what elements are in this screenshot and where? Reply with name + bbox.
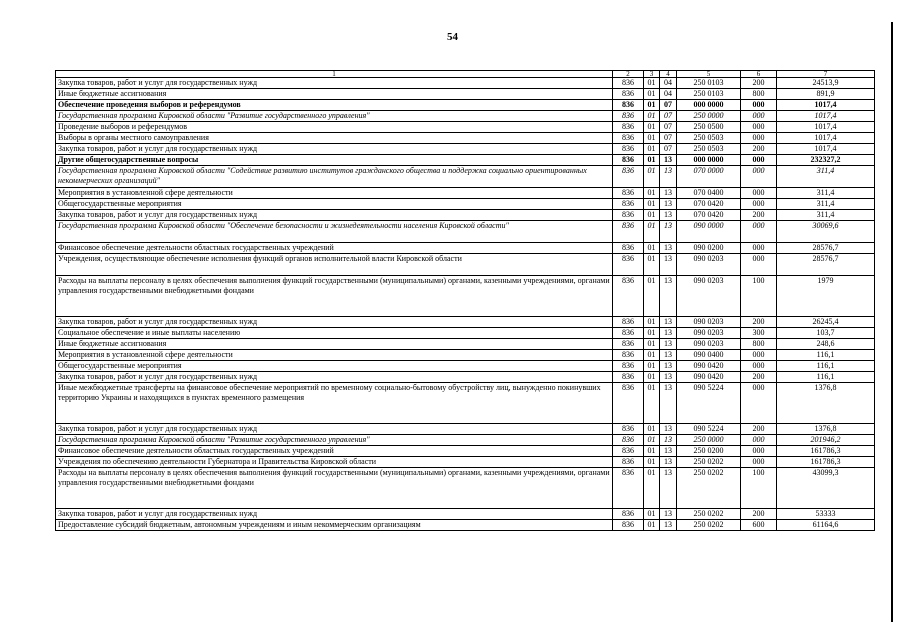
row-code-expense-type: 000 [741,243,777,254]
row-code-expense-type: 200 [741,210,777,221]
row-code-expense-type: 000 [741,100,777,111]
row-amount: 53333 [777,509,875,520]
row-amount: 311,4 [777,210,875,221]
row-code-target: 070 0420 [677,199,741,210]
row-code-ministry: 836 [613,435,644,446]
row-code-section: 01 [644,111,660,122]
row-code-ministry: 836 [613,243,644,254]
row-code-expense-type: 000 [741,383,777,424]
row-amount: 28576,7 [777,254,875,276]
row-description: Иные бюджетные ассигнования [56,339,613,350]
table-row [56,166,875,188]
row-code-expense-type: 200 [741,509,777,520]
row-code-expense-type: 000 [741,199,777,210]
row-code-ministry: 836 [613,254,644,276]
row-description: Выборы в органы местного самоуправления [56,133,613,144]
row-amount: 116,1 [777,372,875,383]
row-code-expense-type: 000 [741,350,777,361]
row-code-ministry: 836 [613,89,644,100]
row-code-subsection: 07 [660,122,677,133]
row-description: Общегосударственные мероприятия [56,199,613,210]
row-code-section: 01 [644,361,660,372]
row-code-target: 250 0503 [677,133,741,144]
row-code-ministry: 836 [613,276,644,317]
row-code-ministry: 836 [613,78,644,89]
header-cell: 3 [644,71,660,78]
row-description: Финансовое обеспечение деятельности областных государственных учреждений [56,446,613,457]
row-code-subsection: 13 [660,372,677,383]
row-description: Закупка товаров, работ и услуг для государственных нужд [56,317,613,328]
row-code-subsection: 13 [660,188,677,199]
row-description: Социальное обеспечение и иные выплаты населению [56,328,613,339]
row-code-ministry: 836 [613,199,644,210]
table-row [56,133,875,144]
row-code-subsection: 13 [660,221,677,243]
row-code-ministry: 836 [613,457,644,468]
row-amount: 311,4 [777,199,875,210]
row-code-section: 01 [644,446,660,457]
row-code-expense-type: 200 [741,424,777,435]
row-description: Мероприятия в установленной сфере деятельности [56,188,613,199]
row-amount: 891,9 [777,89,875,100]
row-amount: 28576,7 [777,243,875,254]
row-code-section: 01 [644,243,660,254]
row-code-subsection: 13 [660,520,677,531]
row-code-ministry: 836 [613,350,644,361]
row-code-section: 01 [644,372,660,383]
row-code-target: 250 0500 [677,122,741,133]
row-code-target: 250 0103 [677,78,741,89]
row-code-subsection: 13 [660,317,677,328]
row-code-subsection: 13 [660,435,677,446]
row-code-ministry: 836 [613,339,644,350]
row-description: Обеспечение проведения выборов и референдумов [56,100,613,111]
row-amount: 1017,4 [777,122,875,133]
row-code-expense-type: 200 [741,372,777,383]
row-code-expense-type: 800 [741,89,777,100]
row-code-section: 01 [644,144,660,155]
header-cell: 1 [56,71,613,78]
table-row [56,199,875,210]
table-row [56,276,875,317]
table-row [56,468,875,509]
table-row [56,155,875,166]
row-code-expense-type: 200 [741,144,777,155]
row-code-target: 090 0420 [677,361,741,372]
row-code-target: 250 0000 [677,435,741,446]
row-code-subsection: 13 [660,446,677,457]
table-row [56,317,875,328]
row-code-expense-type: 000 [741,435,777,446]
row-code-section: 01 [644,435,660,446]
page-number: 54 [447,31,458,43]
table-row [56,243,875,254]
row-description: Расходы на выплаты персоналу в целях обеспечения выполнения функций государственными (муниципальными) органами, казенными учреждениями, органами управления государственными внебюджетными фондами [56,468,613,509]
row-code-section: 01 [644,457,660,468]
table-row [56,339,875,350]
row-amount: 30069,6 [777,221,875,243]
row-code-expense-type: 000 [741,446,777,457]
row-code-target: 250 0103 [677,89,741,100]
row-code-target: 070 0420 [677,210,741,221]
row-code-target: 090 5224 [677,424,741,435]
row-code-target: 250 0202 [677,468,741,509]
row-code-target: 090 0200 [677,243,741,254]
row-code-expense-type: 600 [741,520,777,531]
row-code-expense-type: 000 [741,361,777,372]
row-description: Мероприятия в установленной сфере деятельности [56,350,613,361]
row-code-ministry: 836 [613,383,644,424]
row-code-subsection: 13 [660,254,677,276]
right-margin-rule [891,22,893,622]
row-amount: 311,4 [777,166,875,188]
row-code-section: 01 [644,221,660,243]
row-code-target: 090 5224 [677,383,741,424]
row-description: Другие общегосударственные вопросы [56,155,613,166]
row-description: Общегосударственные мероприятия [56,361,613,372]
row-code-section: 01 [644,133,660,144]
row-code-expense-type: 000 [741,457,777,468]
row-code-target: 090 0420 [677,372,741,383]
table-row [56,111,875,122]
row-code-section: 01 [644,78,660,89]
row-amount: 1979 [777,276,875,317]
row-code-section: 01 [644,520,660,531]
row-code-subsection: 13 [660,424,677,435]
row-code-expense-type: 000 [741,166,777,188]
row-code-expense-type: 000 [741,254,777,276]
row-amount: 1017,4 [777,111,875,122]
row-amount: 24513,9 [777,78,875,89]
row-code-target: 090 0203 [677,328,741,339]
row-code-subsection: 13 [660,199,677,210]
row-code-ministry: 836 [613,188,644,199]
table-row [56,254,875,276]
row-code-target: 250 0202 [677,457,741,468]
row-amount: 248,6 [777,339,875,350]
row-code-target: 090 0203 [677,339,741,350]
table-row [56,122,875,133]
row-code-subsection: 13 [660,509,677,520]
row-amount: 43099,3 [777,468,875,509]
row-code-expense-type: 000 [741,188,777,199]
row-code-ministry: 836 [613,221,644,243]
row-amount: 1017,4 [777,133,875,144]
row-amount: 1017,4 [777,144,875,155]
table-row [56,457,875,468]
row-code-target: 250 0000 [677,111,741,122]
row-code-section: 01 [644,509,660,520]
row-code-subsection: 13 [660,243,677,254]
table-row [56,361,875,372]
row-code-section: 01 [644,276,660,317]
table-header-row [56,71,875,78]
row-code-section: 01 [644,317,660,328]
row-code-subsection: 13 [660,166,677,188]
table-row [56,520,875,531]
table-row [56,509,875,520]
row-code-ministry: 836 [613,210,644,221]
row-code-expense-type: 000 [741,133,777,144]
row-code-subsection: 13 [660,350,677,361]
row-description: Закупка товаров, работ и услуг для государственных нужд [56,509,613,520]
row-code-section: 01 [644,210,660,221]
row-description: Государственная программа Кировской области "Содействие развитию институтов гражданского общества и поддержка социально ориентированных некоммерческих организаций" [56,166,613,188]
row-code-subsection: 13 [660,155,677,166]
row-amount: 201946,2 [777,435,875,446]
row-code-expense-type: 300 [741,328,777,339]
table-row [56,89,875,100]
row-code-target: 250 0503 [677,144,741,155]
header-cell: 5 [677,71,741,78]
table-row [56,424,875,435]
row-code-ministry: 836 [613,122,644,133]
row-code-subsection: 13 [660,383,677,424]
table-row [56,446,875,457]
row-description: Расходы на выплаты персоналу в целях обеспечения выполнения функций государственными (муниципальными) органами, казенными учреждениями, органами управления государственными внебюджетными фондами [56,276,613,317]
row-amount: 1017,4 [777,100,875,111]
row-amount: 61164,6 [777,520,875,531]
table-row [56,210,875,221]
row-amount: 116,1 [777,361,875,372]
row-description: Иные межбюджетные трансферты на финансовое обеспечение мероприятий по временному социально-бытовому обустройству лиц, вынужденно покинувших территорию Украины и находящихся в пунктах временного размещения [56,383,613,424]
table-row [56,435,875,446]
row-code-section: 01 [644,339,660,350]
row-code-expense-type: 200 [741,78,777,89]
row-code-expense-type: 000 [741,122,777,133]
row-code-expense-type: 000 [741,221,777,243]
row-amount: 232327,2 [777,155,875,166]
header-cell: 7 [777,71,875,78]
row-code-target: 250 0202 [677,520,741,531]
row-description: Учреждения, осуществляющие обеспечение исполнения функций органов исполнительной власти Кировской области [56,254,613,276]
row-amount: 1376,8 [777,383,875,424]
row-code-subsection: 13 [660,361,677,372]
row-code-ministry: 836 [613,166,644,188]
header-cell: 4 [660,71,677,78]
row-code-target: 090 0000 [677,221,741,243]
row-amount: 311,4 [777,188,875,199]
row-description: Государственная программа Кировской области "Развитие государственного управления" [56,111,613,122]
row-code-subsection: 13 [660,457,677,468]
row-code-subsection: 07 [660,144,677,155]
row-description: Закупка товаров, работ и услуг для государственных нужд [56,372,613,383]
row-code-ministry: 836 [613,155,644,166]
row-code-ministry: 836 [613,100,644,111]
row-code-ministry: 836 [613,520,644,531]
row-code-section: 01 [644,328,660,339]
row-code-subsection: 07 [660,100,677,111]
row-code-subsection: 04 [660,89,677,100]
row-description: Закупка товаров, работ и услуг для государственных нужд [56,78,613,89]
row-code-section: 01 [644,199,660,210]
row-code-ministry: 836 [613,133,644,144]
header-cell: 6 [741,71,777,78]
table-row [56,100,875,111]
row-code-section: 01 [644,383,660,424]
row-code-expense-type: 200 [741,317,777,328]
row-amount: 116,1 [777,350,875,361]
row-code-subsection: 07 [660,111,677,122]
row-amount: 1376,8 [777,424,875,435]
row-code-subsection: 13 [660,339,677,350]
row-description: Иные бюджетные ассигнования [56,89,613,100]
row-code-expense-type: 800 [741,339,777,350]
row-amount: 103,7 [777,328,875,339]
table-row [56,78,875,89]
table-row [56,383,875,424]
row-code-expense-type: 000 [741,111,777,122]
row-code-target: 250 0202 [677,509,741,520]
row-description: Финансовое обеспечение деятельности областных государственных учреждений [56,243,613,254]
row-code-section: 01 [644,254,660,276]
row-amount: 161786,3 [777,446,875,457]
row-code-expense-type: 100 [741,276,777,317]
row-code-ministry: 836 [613,468,644,509]
table-row [56,328,875,339]
row-description: Предоставление субсидий бюджетным, автономным учреждениям и иным некоммерческим организациям [56,520,613,531]
row-description: Закупка товаров, работ и услуг для государственных нужд [56,144,613,155]
row-code-section: 01 [644,155,660,166]
row-amount: 26245,4 [777,317,875,328]
header-cell: 2 [613,71,644,78]
row-code-subsection: 07 [660,133,677,144]
row-code-target: 000 0000 [677,155,741,166]
row-code-section: 01 [644,89,660,100]
table-row [56,372,875,383]
row-code-section: 01 [644,122,660,133]
row-description: Закупка товаров, работ и услуг для государственных нужд [56,210,613,221]
row-code-ministry: 836 [613,361,644,372]
row-code-ministry: 836 [613,372,644,383]
row-code-section: 01 [644,188,660,199]
row-code-ministry: 836 [613,446,644,457]
row-code-expense-type: 000 [741,155,777,166]
row-description: Государственная программа Кировской области "Обеспечение безопасности и жизнедеятельности населения Кировской области" [56,221,613,243]
row-code-section: 01 [644,424,660,435]
row-description: Государственная программа Кировской области "Развитие государственного управления" [56,435,613,446]
row-code-target: 090 0203 [677,317,741,328]
row-description: Закупка товаров, работ и услуг для государственных нужд [56,424,613,435]
row-code-subsection: 13 [660,210,677,221]
row-code-section: 01 [644,350,660,361]
table-row [56,221,875,243]
table-row [56,144,875,155]
row-code-ministry: 836 [613,509,644,520]
row-code-section: 01 [644,166,660,188]
row-description: Проведение выборов и референдумов [56,122,613,133]
table-row [56,350,875,361]
row-code-subsection: 13 [660,328,677,339]
row-code-ministry: 836 [613,111,644,122]
row-code-subsection: 13 [660,468,677,509]
budget-table [55,70,875,531]
row-code-ministry: 836 [613,317,644,328]
row-code-section: 01 [644,468,660,509]
row-description: Учреждения по обеспечению деятельности Губернатора и Правительства Кировской области [56,457,613,468]
row-code-target: 070 0400 [677,188,741,199]
row-code-target: 250 0200 [677,446,741,457]
row-code-subsection: 13 [660,276,677,317]
row-code-ministry: 836 [613,328,644,339]
row-code-target: 090 0203 [677,276,741,317]
row-code-target: 000 0000 [677,100,741,111]
row-code-section: 01 [644,100,660,111]
row-code-target: 090 0203 [677,254,741,276]
table-row [56,188,875,199]
row-amount: 161786,3 [777,457,875,468]
row-code-expense-type: 100 [741,468,777,509]
row-code-target: 090 0400 [677,350,741,361]
row-code-ministry: 836 [613,144,644,155]
row-code-ministry: 836 [613,424,644,435]
row-code-subsection: 04 [660,78,677,89]
row-code-target: 070 0000 [677,166,741,188]
